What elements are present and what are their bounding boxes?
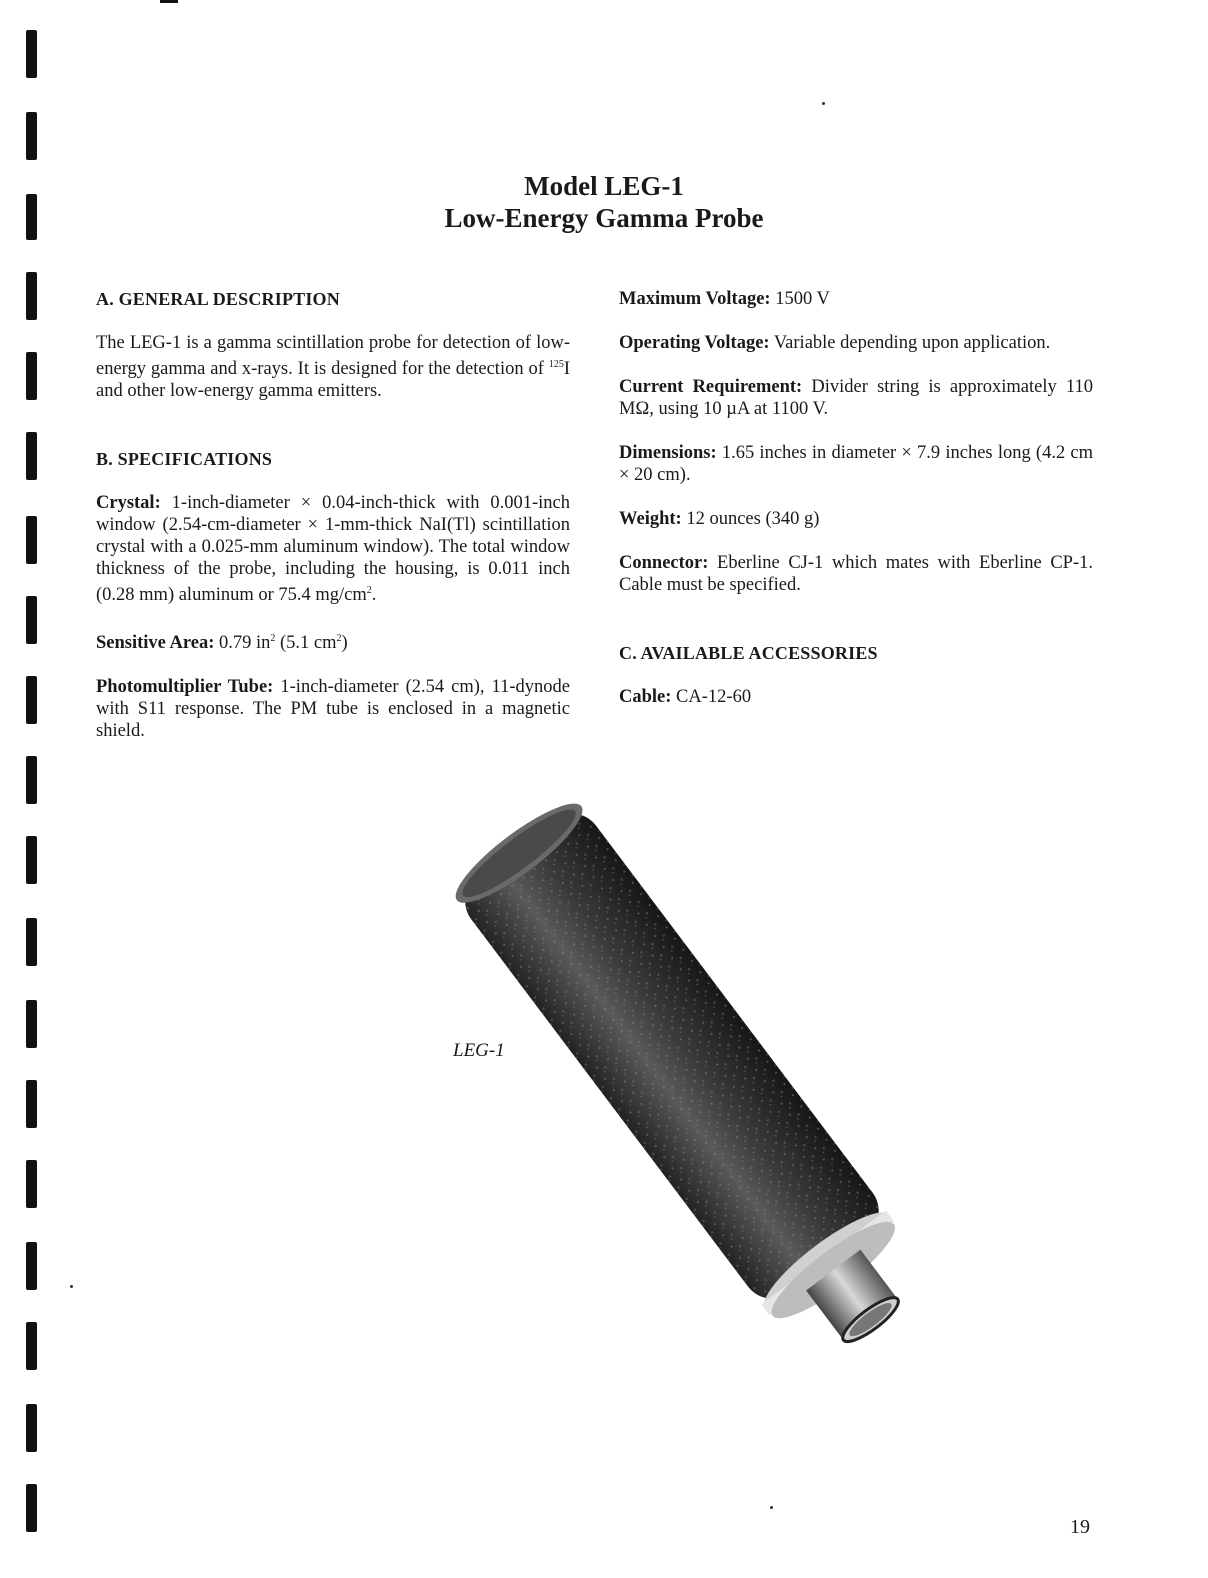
probe-body — [445, 790, 939, 1374]
page-number: 19 — [1070, 1516, 1090, 1538]
figure-caption: LEG-1 — [453, 1040, 505, 1061]
binder-mark — [26, 676, 37, 724]
binder-hole-marks — [0, 0, 60, 1578]
accessory-cable — [619, 686, 1093, 708]
binder-mark — [26, 1000, 37, 1048]
binder-mark — [26, 756, 37, 804]
binder-mark — [26, 918, 37, 966]
spec-sensitive-area-sup1: 2 — [270, 633, 276, 645]
spec-connector — [619, 552, 1093, 596]
scan-speck — [70, 1285, 73, 1288]
spec-dimensions-label: Dimensions: — [619, 443, 717, 463]
binder-mark — [26, 836, 37, 884]
spec-sensitive-area-sup2: 2 — [336, 633, 342, 645]
spec-current-requirement — [619, 376, 1093, 420]
spec-photomultiplier-text: 1-inch-diameter (2.54 cm), 11-dynode with S11 response. The PM tube is enclosed in a magnetic shield. — [96, 677, 570, 742]
spec-max-voltage-label: Maximum Voltage: — [619, 289, 771, 309]
title-model: Model LEG-1 — [524, 171, 684, 201]
spec-weight-text: 12 ounces (340 g) — [686, 509, 820, 529]
binder-mark — [26, 30, 37, 78]
binder-mark — [26, 1484, 37, 1532]
specifications-heading: B. SPECIFICATIONS — [96, 449, 273, 470]
isotope-superscript: 125 — [548, 359, 564, 370]
spec-weight — [619, 508, 1093, 530]
accessory-cable-text: CA-12-60 — [676, 687, 752, 707]
binder-mark — [26, 1242, 37, 1290]
spec-photomultiplier — [96, 676, 570, 742]
scan-speck — [822, 102, 825, 105]
spec-max-voltage — [619, 288, 1093, 310]
accessories-heading: C. AVAILABLE ACCESSORIES — [619, 643, 878, 663]
binder-mark — [26, 1160, 37, 1208]
general-description-text — [96, 332, 570, 402]
spec-current-requirement-text: Divider string is approximately 110 MΩ, using 10 µA at 1100 V. — [619, 377, 1093, 419]
binder-mark — [26, 1404, 37, 1452]
spec-weight-label: Weight: — [619, 509, 682, 529]
binder-mark — [26, 516, 37, 564]
left-column — [96, 288, 570, 742]
accessory-cable-label: Cable: — [619, 687, 672, 707]
binder-mark — [26, 272, 37, 320]
spec-dimensions-text: 1.65 inches in diameter × 7.9 inches long (4.2 cm × 20 cm). — [619, 443, 1093, 485]
spec-sensitive-area-text1: 0.79 in — [218, 633, 271, 654]
spec-operating-voltage — [619, 332, 1093, 354]
spec-sensitive-area-label: Sensitive Area: — [96, 633, 215, 654]
scan-speck — [770, 1506, 773, 1509]
spec-crystal-sup: 2 — [366, 585, 372, 597]
top-edge-mark — [160, 0, 178, 3]
spec-max-voltage-text: 1500 V — [775, 289, 830, 309]
general-description-heading: A. GENERAL DESCRIPTION — [96, 289, 340, 309]
spec-sensitive-area-text2: (5.1 cm — [275, 633, 337, 654]
probe-photo — [420, 755, 960, 1405]
spec-dimensions — [619, 442, 1093, 486]
spec-operating-voltage-text: Variable depending upon application. — [773, 333, 1051, 353]
right-column — [619, 288, 1093, 708]
binder-mark — [26, 596, 37, 644]
spec-connector-label: Connector: — [619, 553, 709, 573]
binder-mark — [26, 432, 37, 480]
spec-sensitive-area-text3: ) — [341, 633, 348, 654]
spec-current-requirement-label: Current Requirement: — [619, 377, 803, 397]
binder-mark — [26, 352, 37, 400]
spec-crystal-label: Crystal: — [96, 493, 161, 514]
spec-crystal-post: . — [371, 585, 377, 606]
binder-mark — [26, 1080, 37, 1128]
general-description-text-post: I and other low-energy gamma emitters. — [96, 359, 570, 402]
spec-operating-voltage-label: Operating Voltage: — [619, 333, 770, 353]
binder-mark — [26, 1322, 37, 1370]
title-subtitle: Low-Energy Gamma Probe — [444, 203, 764, 233]
spec-crystal — [96, 492, 570, 606]
spec-connector-text: Eberline CJ-1 which mates with Eberline CP-1. Cable must be specified. — [619, 553, 1094, 595]
spec-crystal-text: 1-inch-diameter × 0.04-inch-thick with 0.001-inch window (2.54-cm-diameter × 1-mm-thick NaI(Tl) scintillation crystal with a 0.025-mm aluminum window). The total window thickness of the probe, including the housing, is 0.011 inch (0.28 mm) aluminum or 75.4 mg/cm — [96, 493, 571, 606]
binder-mark — [26, 112, 37, 160]
page-title — [0, 170, 1208, 234]
spec-sensitive-area — [96, 628, 570, 654]
general-description-text-pre: The LEG-1 is a gamma scintillation probe for detection of low-energy gamma and x-rays. It is designed for the detection of — [96, 333, 570, 380]
spec-photomultiplier-label: Photomultiplier Tube: — [96, 677, 274, 698]
